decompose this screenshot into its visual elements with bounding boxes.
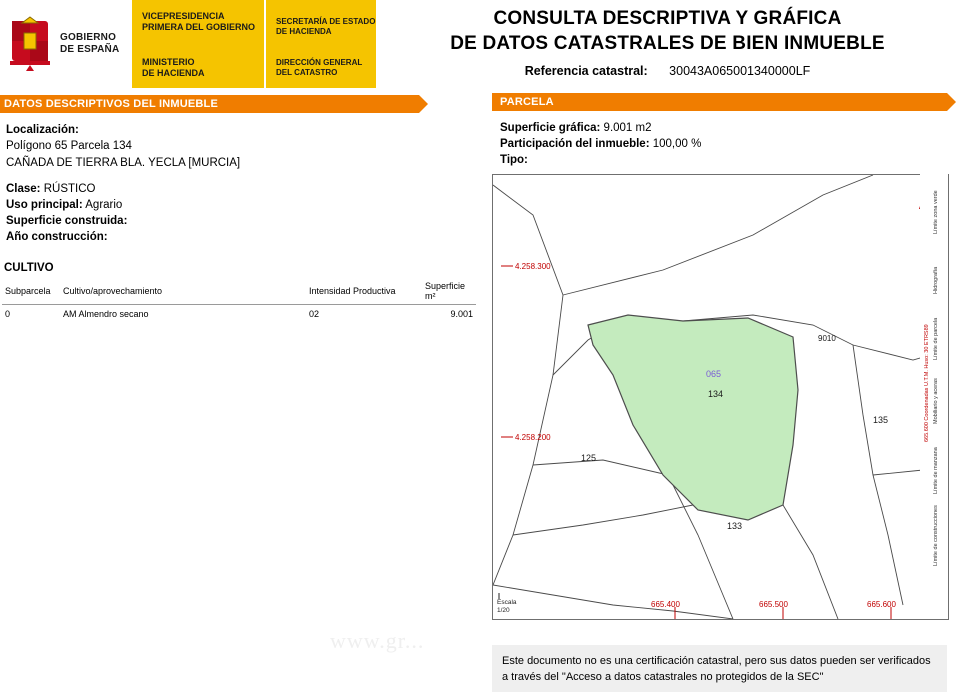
map-legend [920,174,948,618]
section-bar-datos-descriptivos-label: DATOS DESCRIPTIVOS DEL INMUEBLE [4,98,219,110]
superficie-grafica-row [500,120,950,136]
svg-text:9010: 9010 [818,334,836,343]
cadastral-map-svg [493,175,948,619]
localizacion-line2: CAÑADA DE TIERRA BLA. YECLA [MURCIA] [6,157,241,169]
section-bar-datos-descriptivos [0,95,419,113]
cell-intensidad: 02 [309,309,320,319]
watermark: www.gr... [330,628,425,653]
table-header-row [2,279,476,305]
gobierno-line1: GOBIERNO [60,32,117,43]
gobierno-line2: DE ESPAÑA [60,44,120,55]
legend-item-limite-zona-verde: Límite zona verde [933,190,939,234]
column-header-intensidad: Intensidad Productiva [306,279,422,305]
clase-value: RÚSTICO [43,183,96,195]
superficie-construida-row [6,213,476,229]
disclaimer-note: Este documento no es una certificación catastral, pero sus datos pueden ser verificados a través del "Acceso a datos catastrales no protegidos de la SEC" [492,645,947,692]
svg-text:4.258.300: 4.258.300 [515,262,551,271]
uso-principal-row [6,197,476,213]
map-scale-label: Escala [497,599,517,606]
svg-text:133: 133 [727,521,743,531]
referencia-catastral-label: Referencia catastral: [524,64,648,78]
clase-row [6,181,476,197]
anio-construccion-row [6,229,476,245]
spain-coat-of-arms-icon [8,15,52,73]
svg-text:665.400: 665.400 [651,600,680,609]
page-title [380,6,955,56]
page-title-line2: DE DATOS CATASTRALES DE BIEN INMUEBLE [450,33,885,54]
clase-label: Clase: [6,183,41,195]
direccion-line2: DEL CATASTRO [276,68,338,77]
svg-text:4.258.200: 4.258.200 [515,433,551,442]
cell-cultivo: AM Almendro secano [63,309,149,319]
cadastral-map-canvas[interactable] [493,175,948,619]
svg-text:665.600: 665.600 [867,600,896,609]
referencia-catastral-value: 30043A065001340000LF [669,64,811,78]
gobierno-logo-block [0,0,132,88]
legend-item-limite-parcela: Límite de parcela [933,317,939,360]
document-header [0,0,960,88]
cultivo-section-title: CULTIVO [4,262,54,274]
map-scale-value: 1/20 [497,607,510,614]
svg-text:665.500: 665.500 [759,600,788,609]
column-header-cultivo: Cultivo/aprovechamiento [60,279,306,305]
cell-superficie: 9.001 [450,309,473,319]
svg-text:135: 135 [873,415,889,425]
cadastral-map[interactable] [492,174,949,620]
tipo-row [500,152,950,168]
column-header-superficie: Superficie m² [422,279,476,305]
cultivo-table [2,279,476,322]
column-header-subparcela: Subparcela [2,279,60,305]
referencia-catastral [380,64,955,78]
datos-descriptivos-panel [6,124,476,245]
svg-text:125: 125 [581,453,597,463]
localizacion-line1: Polígono 65 Parcela 134 [6,140,132,152]
localizacion-label: Localización: [6,124,79,136]
superficie-grafica-value: 9.001 m2 [603,122,652,134]
legend-item-hidrografia: Hidrografía [933,266,939,294]
vicepresidencia-line1: VICEPRESIDENCIA [142,11,225,21]
uso-principal-label: Uso principal: [6,199,83,211]
participacion-label: Participación del inmueble: [500,138,650,150]
secretaria-line1: SECRETARÍA DE ESTADO [276,17,376,26]
section-bar-parcela-label: PARCELA [500,96,554,108]
gobierno-label [60,32,119,56]
direccion-line1: DIRECCIÓN GENERAL [276,58,363,67]
participacion-value: 100,00 % [652,138,702,150]
vicepresidencia-line2: PRIMERA DEL GOBIERNO [142,22,256,32]
secretaria-block [264,0,376,88]
ministerio-label [142,57,205,79]
direccion-general-label [276,58,362,78]
participacion-row [500,136,950,152]
section-bar-parcela [492,93,947,111]
svg-text:134: 134 [708,389,724,399]
parcela-panel [500,120,950,168]
map-scale [497,599,517,615]
legend-item-limite-manzana: Límite de manzana [933,447,939,494]
cell-subparcela: 0 [5,309,11,319]
ministerio-line2: DE HACIENDA [142,68,205,78]
superficie-grafica-label: Superficie gráfica: [500,122,601,134]
ministerio-line1: MINISTERIO [142,57,195,67]
secretaria-line2: DE HACIENDA [276,27,332,36]
map-coordinate-note: 665.600 Coordenadas U.T.M. Huso: 30 ETRS89 [924,324,930,442]
superficie-construida-label: Superficie construida: [6,215,128,227]
page-title-line1: CONSULTA DESCRIPTIVA Y GRÁFICA [493,8,842,29]
legend-item-limite-construcciones: Límite de construcciones [933,505,939,566]
tipo-label: Tipo: [500,154,528,166]
ministerio-block [132,0,264,88]
secretaria-label [276,17,375,37]
svg-text:065: 065 [706,369,722,379]
vicepresidencia-label [142,11,255,33]
legend-item-mobiliario-aceras: Mobiliario y aceras [933,378,939,424]
uso-principal-value: Agrario [85,199,123,211]
anio-construccion-label: Año construcción: [6,231,108,243]
table-row [2,305,476,323]
